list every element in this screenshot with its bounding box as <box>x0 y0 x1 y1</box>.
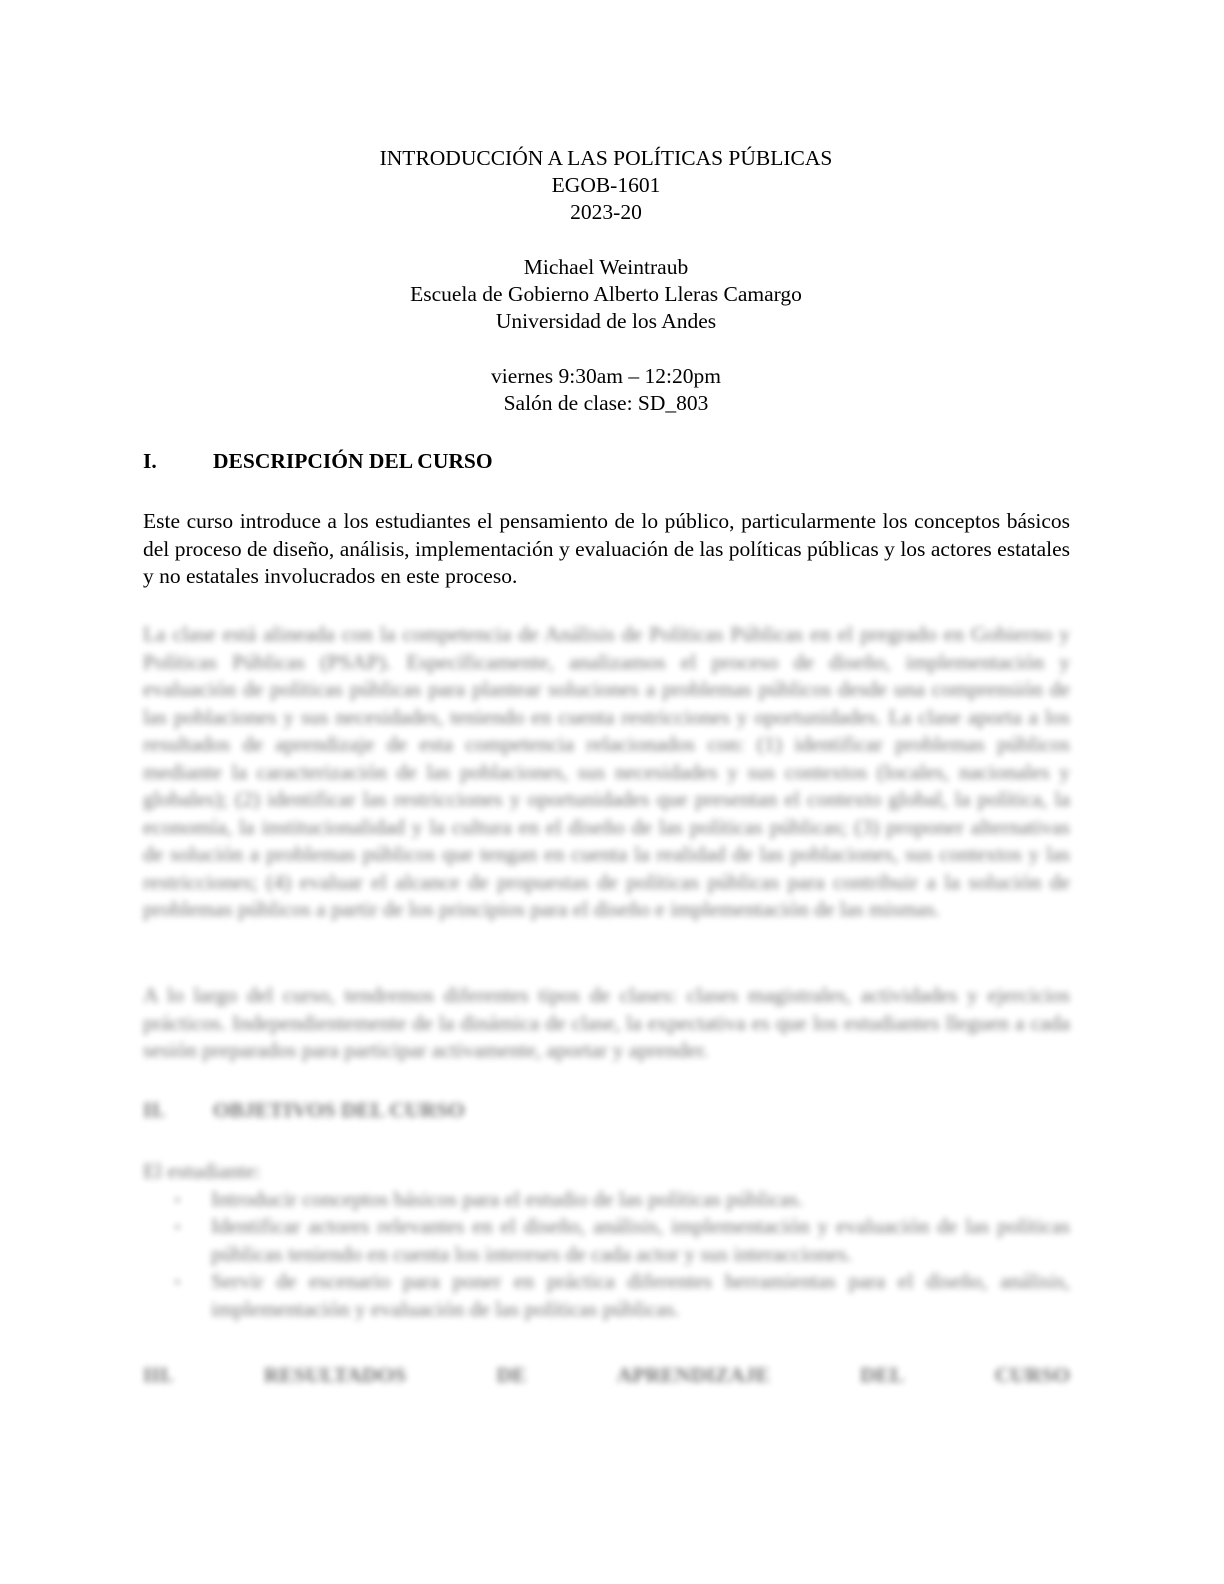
school-name: Escuela de Gobierno Alberto Lleras Camargo <box>410 282 802 306</box>
course-code: EGOB-1601 <box>551 173 661 197</box>
class-room: Salón de clase: SD_803 <box>503 391 709 415</box>
heading-word: CURSO <box>994 1363 1070 1387</box>
heading-word: DE <box>496 1363 527 1387</box>
objectives-intro: El estudiante: <box>143 1159 261 1183</box>
section-title: DESCRIPCIÓN DEL CURSO <box>213 449 493 473</box>
list-item: ▪ Identificar actores relevantes en el diseño, análisis, implementación y evaluación de las políticas públicas teniendo en cuenta los intereses de cada actor y sus interacciones. <box>143 1213 1070 1268</box>
description-paragraph-1: Este curso introduce a los estudiantes el pensamiento de lo público, particularmente los conceptos básicos del proceso de diseño, análisis, implementación y evaluación de las políticas públicas y los actores estatales y no estatales involucrados en este proceso. <box>143 509 1070 588</box>
list-item: ▪ Servir de escenario para poner en práctica diferentes herramientas para el diseño, análisis, implementación y evaluación de las políticas públicas. <box>143 1268 1070 1323</box>
class-schedule: viernes 9:30am – 12:20pm <box>491 364 721 388</box>
section-number: I. <box>143 449 157 473</box>
heading-word: RESULTADOS <box>263 1363 407 1387</box>
heading-word: III. <box>143 1363 174 1387</box>
heading-word: DEL <box>860 1363 905 1387</box>
heading-word: APRENDIZAJE <box>616 1363 770 1387</box>
course-term: 2023-20 <box>570 200 642 224</box>
description-paragraph-2: La clase está alineada con la competencia de Análisis de Políticas Públicas en el pregrado en Gobierno y Políticas Públicas (PSAP). Específicamente, analizamos el proceso de diseño, implementación y evaluación de políticas públicas para plantear soluciones a problemas públicos desde una comprensión de las poblaciones y sus necesidades, teniendo en cuenta restricciones y oportunidades. La clase aporta a los resultados de aprendizaje de esta competencia relacionados con: (1) identificar problemas públicos mediante la caracterización de las poblaciones, sus necesidades y sus contextos (locales, nacionales y globales); (2) identificar las restricciones y oportunidades que presentan el contexto global, la política, la economía, la institucionalidad y la cultura en el diseño de las políticas públicas; (3) proponer alternativas de solución a problemas públicos que tengan en cuenta la realidad de las poblaciones, sus contextos y las restricciones; (4) evaluar el alcance de propuestas de políticas públicas para contribuir a la solución de problemas públicos a partir de los principios para el diseño e implementación de las mismas. <box>143 622 1070 921</box>
section-heading-learning-outcomes <box>143 1362 1070 1390</box>
objectives-list <box>143 1186 1070 1324</box>
university-name: Universidad de los Andes <box>495 309 717 333</box>
section-heading-description <box>143 448 493 476</box>
instructor-name: Michael Weintraub <box>523 255 689 279</box>
description-paragraph-3: A lo largo del curso, tendremos diferentes tipos de clases: clases magistrales, actividades y ejercicios prácticos. Independientemente de la dinámica de clase, la expectativa es que los estudiantes lleguen a cada sesión preparados para participar activamente, aportar y aprender. <box>143 983 1070 1062</box>
objectives-block <box>143 1158 1070 1323</box>
section-number: II. <box>143 1098 166 1122</box>
course-title: INTRODUCCIÓN A LAS POLÍTICAS PÚBLICAS <box>379 146 833 170</box>
list-item: ▪ Introducir conceptos básicos para el estudio de las políticas públicas. <box>143 1186 1070 1214</box>
section-title: OBJETIVOS DEL CURSO <box>213 1098 465 1122</box>
section-heading-objectives <box>143 1097 465 1125</box>
